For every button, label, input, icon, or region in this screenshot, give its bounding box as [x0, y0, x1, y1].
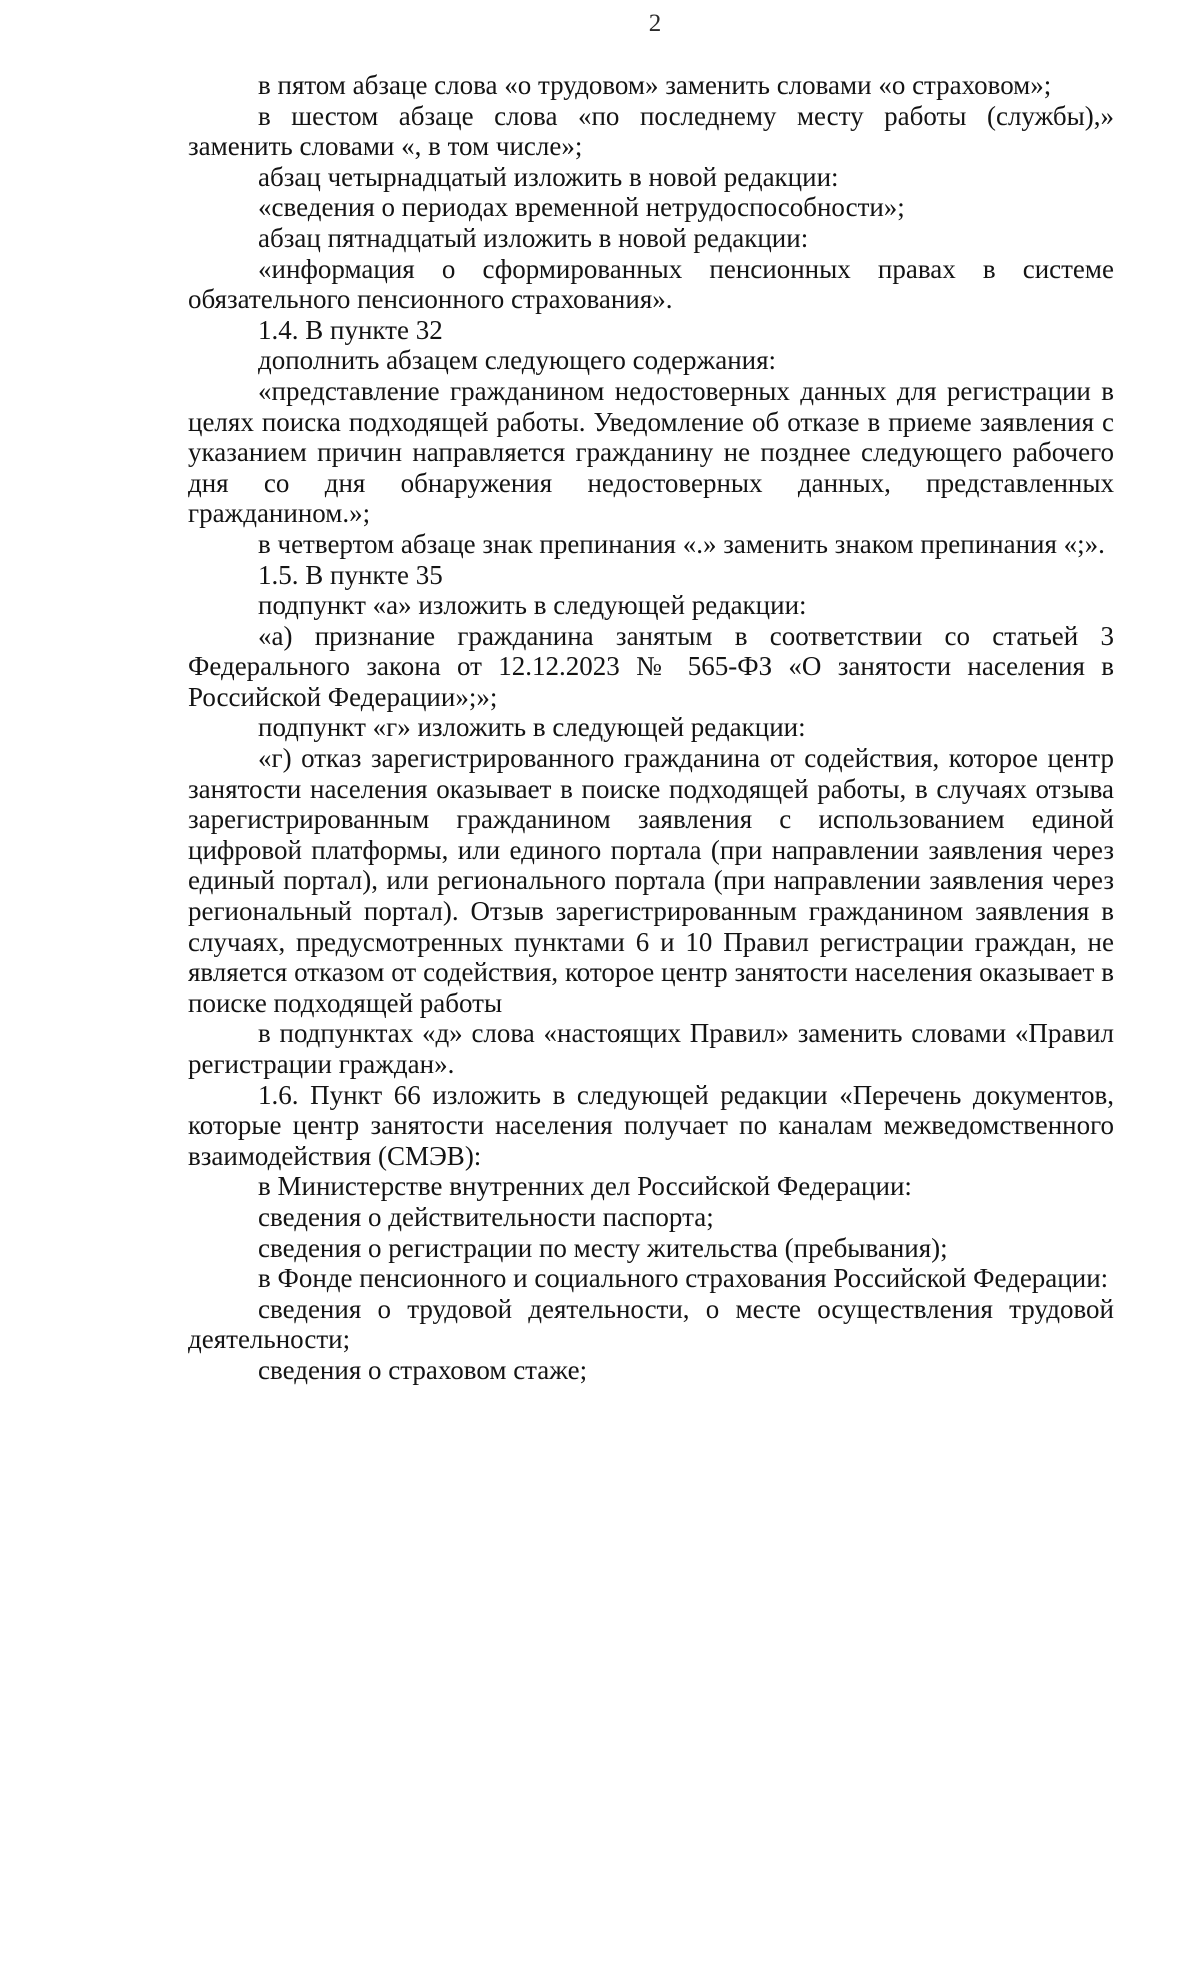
paragraph-14: подпункт «г» изложить в следующей редакции: [258, 712, 806, 743]
paragraph-12: подпункт «а» изложить в следующей редакции: [258, 590, 807, 621]
paragraph-18: в Министерстве внутренних дел Российской Федерации: [258, 1171, 912, 1202]
paragraph-16: в подпунктах «д» слова «настоящих Правил» заменить словами «Правил регистрации граждан». [188, 1018, 1114, 1079]
paragraph-23: сведения о страховом стаже; [258, 1354, 588, 1385]
paragraph-20: сведения о регистрации по месту жительства (пребывания); [258, 1232, 948, 1263]
paragraph-3: абзац четырнадцатый изложить в новой редакции: [258, 161, 839, 192]
section-heading-1-4: 1.4. В пункте 32 [258, 314, 443, 345]
paragraph-1: в пятом абзаце слова «о трудовом» заменить словами «о страховом»; [258, 70, 1052, 100]
paragraph-8: дополнить абзацем следующего содержания: [258, 345, 777, 376]
paragraph-21: в Фонде пенсионного и социального страхования Российской Федерации: [258, 1263, 1109, 1294]
paragraph-10: в четвертом абзаце знак препинания «.» заменить знаком препинания «;». [258, 528, 1105, 559]
paragraph-19: сведения о действительности паспорта; [258, 1201, 714, 1232]
document-body [188, 70, 1114, 1386]
paragraph-2: в шестом абзаце слова «по последнему месту работы (службы),» заменить словами «, в том числе»; [188, 100, 1114, 162]
section-heading-1-5: 1.5. В пункте 35 [258, 559, 443, 590]
paragraph-4: «сведения о периодах временной нетрудоспособности»; [258, 192, 905, 223]
paragraph-15: «г) отказ зарегистрированного гражданина от содействия, которое центр занятости населения оказывает в поиске подходящей работы, в случаях отзыва зарегистрированным гражданином заявления с использованием единой цифровой платформы, или единого портала (при направлении заявления через единый портал), или регионального портала (при направлении заявления через региональный портал). Отзыв зарегистрированным гражданином заявления в случаях, предусмотренных пунктами 6 и 10 Правил регистрации граждан, не является отказом от содействия, которое центр занятости населения оказывает в поиске подходящей работы [188, 743, 1114, 1018]
paragraph-9: «представление гражданином недостоверных данных для регистрации в целях поиска подходящей работы. Уведомление об отказе в приеме заявления с указанием причин направляется гражданину не позднее следующего рабочего дня со дня обнаружения недостоверных данных, представленных гражданином.»; [188, 375, 1114, 529]
paragraph-5: абзац пятнадцатый изложить в новой редакции: [258, 222, 809, 253]
paragraph-13: «а) признание гражданина занятым в соответствии со статьей 3 Федерального закона от 12.12.2023 № 565-ФЗ «О занятости населения в Российской Федерации»;»; [188, 620, 1114, 712]
paragraph-22: сведения о трудовой деятельности, о месте осуществления трудовой деятельности; [188, 1293, 1114, 1355]
page-number: 2 [648, 10, 662, 37]
section-heading-1-6: 1.6. Пункт 66 изложить в следующей редакции «Перечень документов, которые центр занятости населения получает по каналам межведомственного взаимодействия (СМЭВ): [188, 1079, 1114, 1171]
paragraph-6: «информация о сформированных пенсионных правах в системе обязательного пенсионного страхования». [188, 253, 1114, 315]
